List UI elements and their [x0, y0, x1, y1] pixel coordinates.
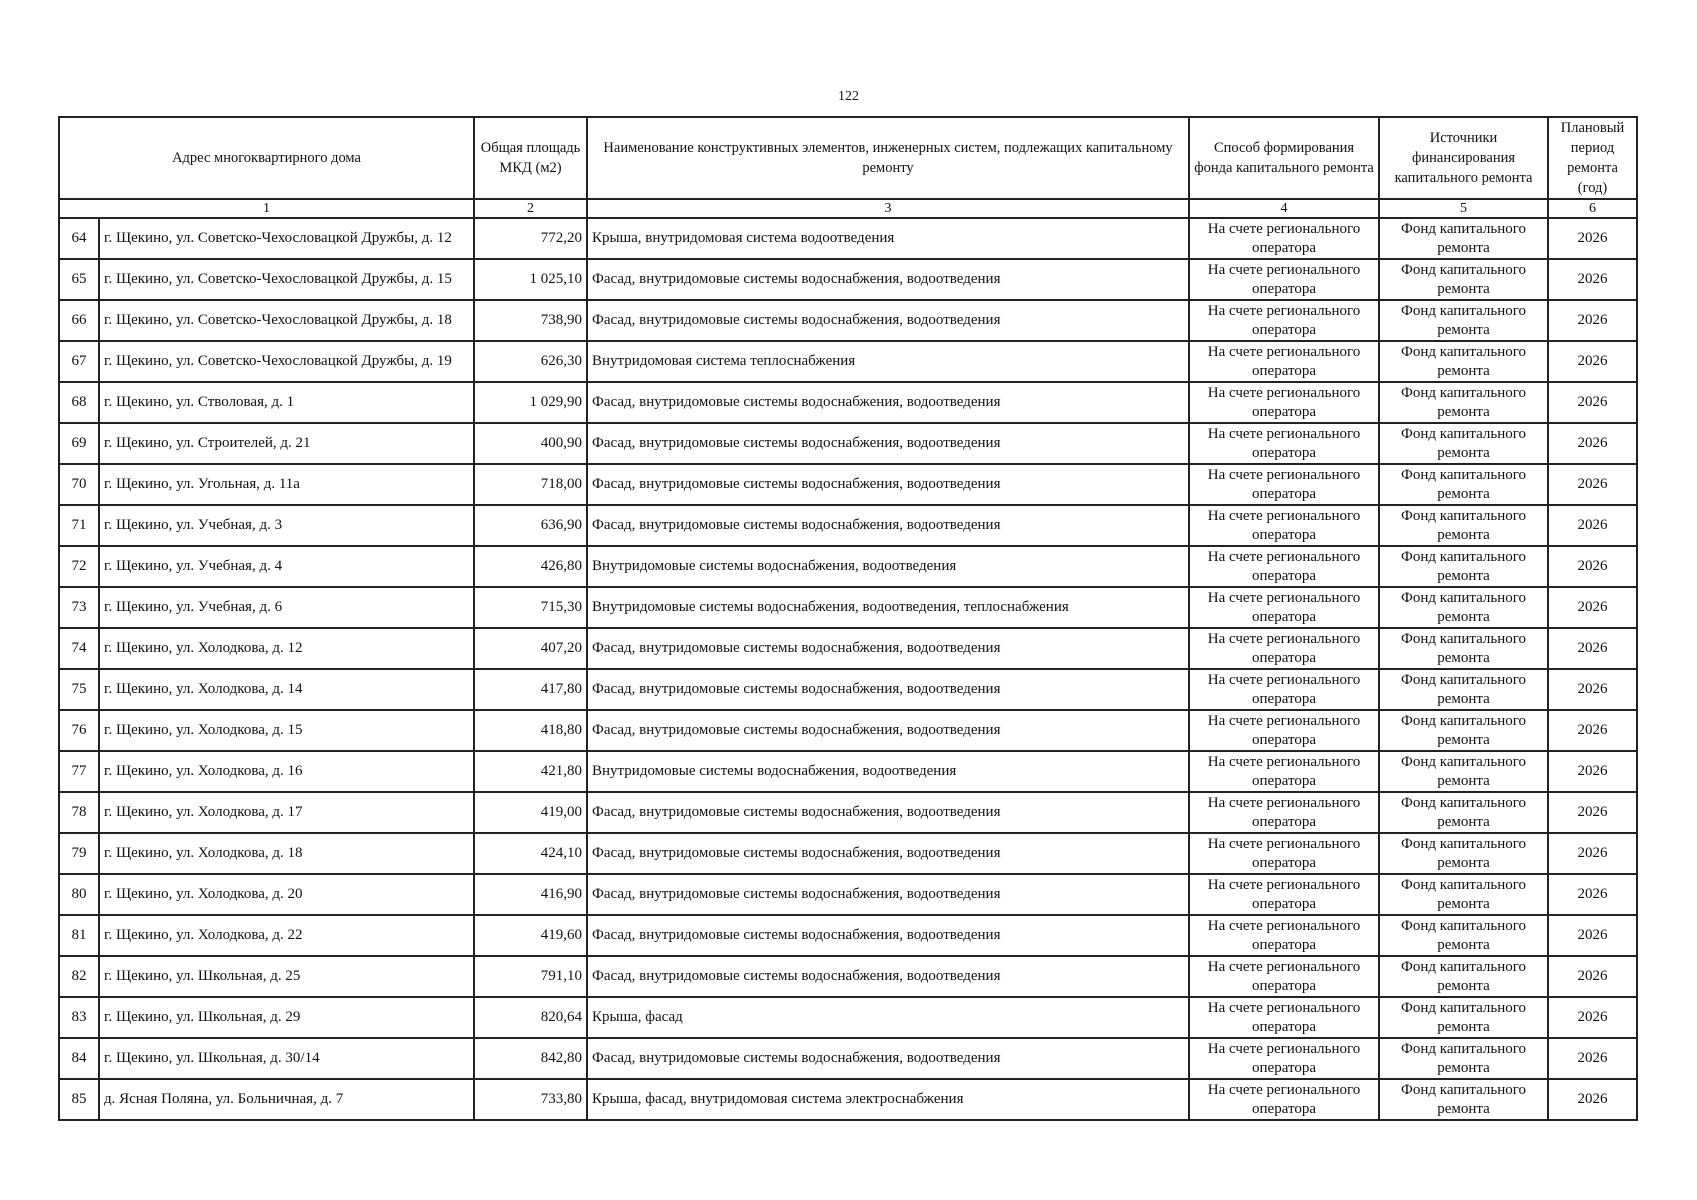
table-row: [59, 1079, 1637, 1120]
year-cell: 2026: [1548, 874, 1637, 915]
address-cell: г. Щекино, ул. Холодкова, д. 18: [99, 833, 474, 874]
column-number: 5: [1379, 199, 1548, 218]
year-cell: 2026: [1548, 792, 1637, 833]
elements-cell: Фасад, внутридомовые системы водоснабжения, водоотведения: [587, 505, 1189, 546]
method-cell: На счете регионального оператора: [1189, 382, 1379, 423]
source-cell: Фонд капитального ремонта: [1379, 423, 1548, 464]
method-cell: На счете регионального оператора: [1189, 710, 1379, 751]
row-number-cell: 66: [59, 300, 99, 341]
year-cell: 2026: [1548, 259, 1637, 300]
column-number: 6: [1548, 199, 1637, 218]
table-row: [59, 464, 1637, 505]
method-cell: На счете регионального оператора: [1189, 464, 1379, 505]
row-number-cell: 78: [59, 792, 99, 833]
area-cell: 820,64: [474, 997, 587, 1038]
year-cell: 2026: [1548, 505, 1637, 546]
area-cell: 718,00: [474, 464, 587, 505]
row-number-cell: 76: [59, 710, 99, 751]
source-cell: Фонд капитального ремонта: [1379, 1079, 1548, 1120]
table-row: [59, 997, 1637, 1038]
elements-cell: Фасад, внутридомовые системы водоснабжения, водоотведения: [587, 628, 1189, 669]
area-cell: 426,80: [474, 546, 587, 587]
method-cell: На счете регионального оператора: [1189, 915, 1379, 956]
source-cell: Фонд капитального ремонта: [1379, 792, 1548, 833]
year-cell: 2026: [1548, 341, 1637, 382]
table-row: [59, 300, 1637, 341]
address-cell: г. Щекино, ул. Строителей, д. 21: [99, 423, 474, 464]
elements-cell: Крыша, фасад: [587, 997, 1189, 1038]
method-cell: На счете регионального оператора: [1189, 218, 1379, 259]
year-cell: 2026: [1548, 669, 1637, 710]
source-cell: Фонд капитального ремонта: [1379, 915, 1548, 956]
elements-cell: Фасад, внутридомовые системы водоснабжения, водоотведения: [587, 423, 1189, 464]
method-cell: На счете регионального оператора: [1189, 341, 1379, 382]
elements-cell: Крыша, фасад, внутридомовая система электроснабжения: [587, 1079, 1189, 1120]
column-number: 4: [1189, 199, 1379, 218]
table-row: [59, 505, 1637, 546]
elements-cell: Внутридомовые системы водоснабжения, водоотведения, теплоснабжения: [587, 587, 1189, 628]
source-cell: Фонд капитального ремонта: [1379, 669, 1548, 710]
method-cell: На счете регионального оператора: [1189, 751, 1379, 792]
table-row: [59, 915, 1637, 956]
row-number-cell: 74: [59, 628, 99, 669]
address-cell: г. Щекино, ул. Стволовая, д. 1: [99, 382, 474, 423]
source-cell: Фонд капитального ремонта: [1379, 751, 1548, 792]
address-cell: г. Щекино, ул. Угольная, д. 11а: [99, 464, 474, 505]
method-cell: На счете регионального оператора: [1189, 587, 1379, 628]
elements-cell: Внутридомовая система теплоснабжения: [587, 341, 1189, 382]
source-cell: Фонд капитального ремонта: [1379, 382, 1548, 423]
source-cell: Фонд капитального ремонта: [1379, 710, 1548, 751]
row-number-cell: 81: [59, 915, 99, 956]
row-number-cell: 68: [59, 382, 99, 423]
row-number-cell: 75: [59, 669, 99, 710]
year-cell: 2026: [1548, 628, 1637, 669]
method-cell: На счете регионального оператора: [1189, 546, 1379, 587]
elements-cell: Фасад, внутридомовые системы водоснабжения, водоотведения: [587, 956, 1189, 997]
elements-cell: Фасад, внутридомовые системы водоснабжения, водоотведения: [587, 874, 1189, 915]
area-cell: 419,60: [474, 915, 587, 956]
source-cell: Фонд капитального ремонта: [1379, 1038, 1548, 1079]
method-cell: На счете регионального оператора: [1189, 669, 1379, 710]
elements-cell: Фасад, внутридомовые системы водоснабжения, водоотведения: [587, 1038, 1189, 1079]
address-cell: г. Щекино, ул. Холодкова, д. 17: [99, 792, 474, 833]
area-cell: 842,80: [474, 1038, 587, 1079]
table-row: [59, 628, 1637, 669]
area-cell: 733,80: [474, 1079, 587, 1120]
table-row: [59, 423, 1637, 464]
column-number: 1: [59, 199, 474, 218]
address-cell: г. Щекино, ул. Учебная, д. 3: [99, 505, 474, 546]
row-number-cell: 80: [59, 874, 99, 915]
area-cell: 407,20: [474, 628, 587, 669]
elements-cell: Фасад, внутридомовые системы водоснабжения, водоотведения: [587, 382, 1189, 423]
address-cell: г. Щекино, ул. Школьная, д. 30/14: [99, 1038, 474, 1079]
elements-cell: Внутридомовые системы водоснабжения, водоотведения: [587, 546, 1189, 587]
elements-cell: Фасад, внутридомовые системы водоснабжения, водоотведения: [587, 300, 1189, 341]
row-number-cell: 79: [59, 833, 99, 874]
row-number-cell: 77: [59, 751, 99, 792]
source-cell: Фонд капитального ремонта: [1379, 546, 1548, 587]
area-cell: 791,10: [474, 956, 587, 997]
year-cell: 2026: [1548, 710, 1637, 751]
area-cell: 424,10: [474, 833, 587, 874]
row-number-cell: 83: [59, 997, 99, 1038]
elements-cell: Фасад, внутридомовые системы водоснабжения, водоотведения: [587, 259, 1189, 300]
year-cell: 2026: [1548, 833, 1637, 874]
method-cell: На счете регионального оператора: [1189, 997, 1379, 1038]
source-cell: Фонд капитального ремонта: [1379, 505, 1548, 546]
area-cell: 421,80: [474, 751, 587, 792]
elements-cell: Крыша, внутридомовая система водоотведения: [587, 218, 1189, 259]
method-cell: На счете регионального оператора: [1189, 956, 1379, 997]
method-cell: На счете регионального оператора: [1189, 1079, 1379, 1120]
year-cell: 2026: [1548, 587, 1637, 628]
header-row: [59, 117, 1637, 199]
year-cell: 2026: [1548, 1038, 1637, 1079]
address-cell: г. Щекино, ул. Советско-Чехословацкой Дружбы, д. 15: [99, 259, 474, 300]
header-area: Общая площадь МКД (м2): [474, 117, 587, 199]
row-number-cell: 65: [59, 259, 99, 300]
source-cell: Фонд капитального ремонта: [1379, 997, 1548, 1038]
source-cell: Фонд капитального ремонта: [1379, 956, 1548, 997]
table-row: [59, 546, 1637, 587]
header-period: Плановый период ремонта (год): [1548, 117, 1637, 199]
capital-repair-table: [58, 116, 1638, 1121]
elements-cell: Фасад, внутридомовые системы водоснабжения, водоотведения: [587, 915, 1189, 956]
header-elements: Наименование конструктивных элементов, инженерных систем, подлежащих капитальному ремонту: [587, 117, 1189, 199]
year-cell: 2026: [1548, 464, 1637, 505]
row-number-cell: 85: [59, 1079, 99, 1120]
row-number-cell: 71: [59, 505, 99, 546]
source-cell: Фонд капитального ремонта: [1379, 874, 1548, 915]
row-number-cell: 69: [59, 423, 99, 464]
method-cell: На счете регионального оператора: [1189, 300, 1379, 341]
address-cell: г. Щекино, ул. Школьная, д. 25: [99, 956, 474, 997]
table-row: [59, 669, 1637, 710]
table-row: [59, 874, 1637, 915]
area-cell: 418,80: [474, 710, 587, 751]
source-cell: Фонд капитального ремонта: [1379, 833, 1548, 874]
address-cell: г. Щекино, ул. Холодкова, д. 16: [99, 751, 474, 792]
area-cell: 738,90: [474, 300, 587, 341]
column-number: 2: [474, 199, 587, 218]
table-row: [59, 218, 1637, 259]
table-row: [59, 587, 1637, 628]
header-address: Адрес многоквартирного дома: [59, 117, 474, 199]
table-row: [59, 956, 1637, 997]
area-cell: 1 025,10: [474, 259, 587, 300]
elements-cell: Фасад, внутридомовые системы водоснабжения, водоотведения: [587, 833, 1189, 874]
row-number-cell: 73: [59, 587, 99, 628]
table-row: [59, 792, 1637, 833]
column-number: 3: [587, 199, 1189, 218]
address-cell: г. Щекино, ул. Холодкова, д. 14: [99, 669, 474, 710]
address-cell: г. Щекино, ул. Советско-Чехословацкой Дружбы, д. 19: [99, 341, 474, 382]
source-cell: Фонд капитального ремонта: [1379, 628, 1548, 669]
method-cell: На счете регионального оператора: [1189, 1038, 1379, 1079]
table-row: [59, 1038, 1637, 1079]
source-cell: Фонд капитального ремонта: [1379, 300, 1548, 341]
method-cell: На счете регионального оператора: [1189, 423, 1379, 464]
area-cell: 417,80: [474, 669, 587, 710]
source-cell: Фонд капитального ремонта: [1379, 341, 1548, 382]
table-row: [59, 833, 1637, 874]
elements-cell: Фасад, внутридомовые системы водоснабжения, водоотведения: [587, 710, 1189, 751]
year-cell: 2026: [1548, 300, 1637, 341]
row-number-cell: 64: [59, 218, 99, 259]
address-cell: г. Щекино, ул. Холодкова, д. 12: [99, 628, 474, 669]
method-cell: На счете регионального оператора: [1189, 792, 1379, 833]
year-cell: 2026: [1548, 751, 1637, 792]
address-cell: г. Щекино, ул. Холодкова, д. 15: [99, 710, 474, 751]
address-cell: г. Щекино, ул. Советско-Чехословацкой Дружбы, д. 18: [99, 300, 474, 341]
year-cell: 2026: [1548, 218, 1637, 259]
address-cell: д. Ясная Поляна, ул. Больничная, д. 7: [99, 1079, 474, 1120]
row-number-cell: 67: [59, 341, 99, 382]
table-row: [59, 382, 1637, 423]
elements-cell: Внутридомовые системы водоснабжения, водоотведения: [587, 751, 1189, 792]
source-cell: Фонд капитального ремонта: [1379, 218, 1548, 259]
method-cell: На счете регионального оператора: [1189, 874, 1379, 915]
page-number: 122: [838, 89, 859, 104]
row-number-cell: 84: [59, 1038, 99, 1079]
area-cell: 1 029,90: [474, 382, 587, 423]
address-cell: г. Щекино, ул. Советско-Чехословацкой Дружбы, д. 12: [99, 218, 474, 259]
year-cell: 2026: [1548, 382, 1637, 423]
year-cell: 2026: [1548, 546, 1637, 587]
row-number-cell: 72: [59, 546, 99, 587]
method-cell: На счете регионального оператора: [1189, 505, 1379, 546]
table-row: [59, 710, 1637, 751]
area-cell: 626,30: [474, 341, 587, 382]
year-cell: 2026: [1548, 997, 1637, 1038]
table-row: [59, 259, 1637, 300]
header-source: Источники финансирования капитального ремонта: [1379, 117, 1548, 199]
elements-cell: Фасад, внутридомовые системы водоснабжения, водоотведения: [587, 792, 1189, 833]
address-cell: г. Щекино, ул. Школьная, д. 29: [99, 997, 474, 1038]
source-cell: Фонд капитального ремонта: [1379, 464, 1548, 505]
address-cell: г. Щекино, ул. Холодкова, д. 20: [99, 874, 474, 915]
elements-cell: Фасад, внутридомовые системы водоснабжения, водоотведения: [587, 669, 1189, 710]
method-cell: На счете регионального оператора: [1189, 259, 1379, 300]
table-body: [59, 218, 1637, 1120]
area-cell: 400,90: [474, 423, 587, 464]
source-cell: Фонд капитального ремонта: [1379, 587, 1548, 628]
address-cell: г. Щекино, ул. Холодкова, д. 22: [99, 915, 474, 956]
table-row: [59, 341, 1637, 382]
area-cell: 636,90: [474, 505, 587, 546]
row-number-cell: 82: [59, 956, 99, 997]
header-method: Способ формирования фонда капитального ремонта: [1189, 117, 1379, 199]
elements-cell: Фасад, внутридомовые системы водоснабжения, водоотведения: [587, 464, 1189, 505]
row-number-cell: 70: [59, 464, 99, 505]
table-row: [59, 751, 1637, 792]
area-cell: 416,90: [474, 874, 587, 915]
column-number-row: [59, 199, 1637, 218]
year-cell: 2026: [1548, 956, 1637, 997]
area-cell: 772,20: [474, 218, 587, 259]
area-cell: 715,30: [474, 587, 587, 628]
year-cell: 2026: [1548, 915, 1637, 956]
source-cell: Фонд капитального ремонта: [1379, 259, 1548, 300]
year-cell: 2026: [1548, 423, 1637, 464]
method-cell: На счете регионального оператора: [1189, 628, 1379, 669]
method-cell: На счете регионального оператора: [1189, 833, 1379, 874]
area-cell: 419,00: [474, 792, 587, 833]
address-cell: г. Щекино, ул. Учебная, д. 4: [99, 546, 474, 587]
year-cell: 2026: [1548, 1079, 1637, 1120]
address-cell: г. Щекино, ул. Учебная, д. 6: [99, 587, 474, 628]
